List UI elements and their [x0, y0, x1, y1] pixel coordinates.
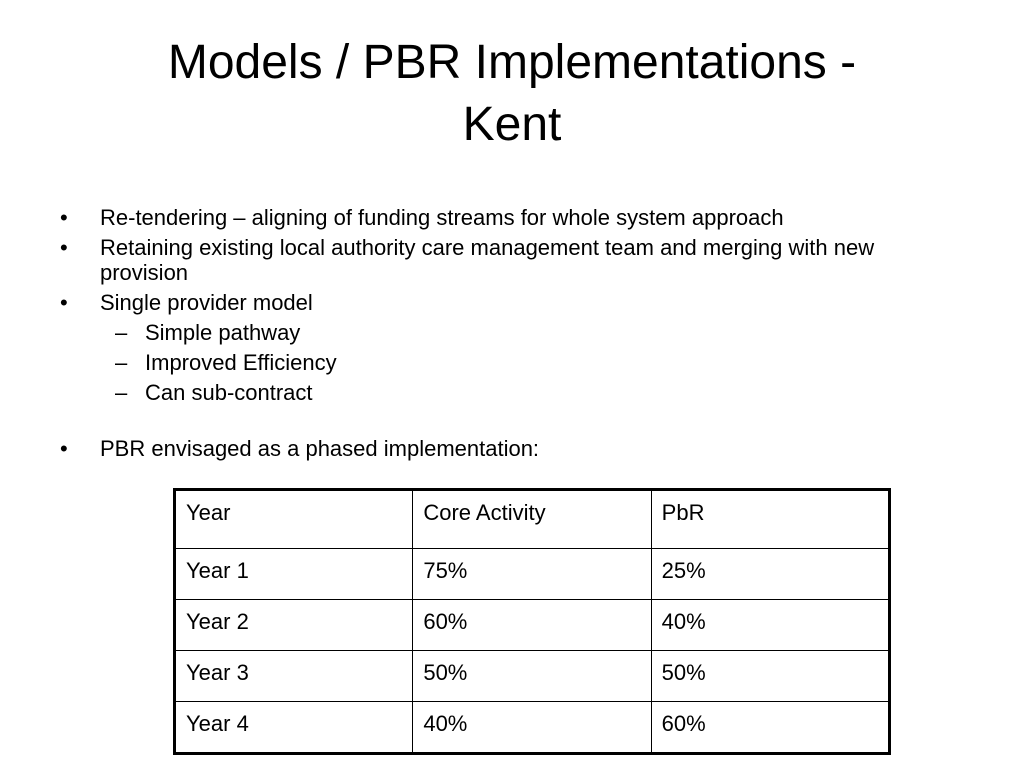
bullet-text: Retaining existing local authority care management team and merging with new provision [100, 235, 875, 285]
bullet-list [60, 205, 960, 466]
cell-year: Year 1 [175, 549, 413, 600]
title-line-2: Kent [462, 98, 562, 151]
bullet-item [60, 290, 960, 315]
dash-marker: – [115, 380, 128, 405]
cell-pbr: 40% [651, 600, 889, 651]
dash-marker: – [115, 350, 128, 375]
bullet-text: Single provider model [100, 290, 313, 315]
cell-core-activity: 40% [413, 702, 651, 754]
bullet-item [60, 436, 960, 461]
sub-bullet-text: Improved Efficiency [145, 350, 337, 375]
table-header-row [175, 490, 890, 549]
table-row [175, 651, 890, 702]
header-year: Year [175, 490, 413, 549]
sub-bullet-item [60, 380, 960, 405]
table-row [175, 549, 890, 600]
bullet-marker: • [60, 205, 68, 230]
cell-year: Year 3 [175, 651, 413, 702]
cell-pbr: 60% [651, 702, 889, 754]
bullet-item [60, 205, 960, 230]
cell-year: Year 4 [175, 702, 413, 754]
bullet-text: PBR envisaged as a phased implementation: [100, 436, 540, 461]
bullet-marker: • [60, 235, 68, 260]
cell-pbr: 25% [651, 549, 889, 600]
sub-bullet-text: Can sub-contract [145, 380, 313, 405]
header-core-activity: Core Activity [413, 490, 651, 549]
cell-core-activity: 60% [413, 600, 651, 651]
table-row [175, 702, 890, 754]
dash-marker: – [115, 320, 128, 345]
cell-year: Year 2 [175, 600, 413, 651]
title-line-1: Models / PBR Implementations - [167, 36, 857, 89]
bullet-text: Re-tendering – aligning of funding streams for whole system approach [100, 205, 784, 230]
phased-implementation-table [173, 488, 891, 755]
slide-title [40, 32, 984, 156]
sub-bullet-item [60, 350, 960, 375]
sub-bullet-item [60, 320, 960, 345]
header-pbr: PbR [651, 490, 889, 549]
bullet-item [60, 235, 960, 285]
bullet-marker: • [60, 290, 68, 315]
table-row [175, 600, 890, 651]
cell-core-activity: 50% [413, 651, 651, 702]
cell-core-activity: 75% [413, 549, 651, 600]
spacer [60, 410, 960, 436]
cell-pbr: 50% [651, 651, 889, 702]
sub-bullet-text: Simple pathway [145, 320, 301, 345]
bullet-marker: • [60, 436, 68, 461]
